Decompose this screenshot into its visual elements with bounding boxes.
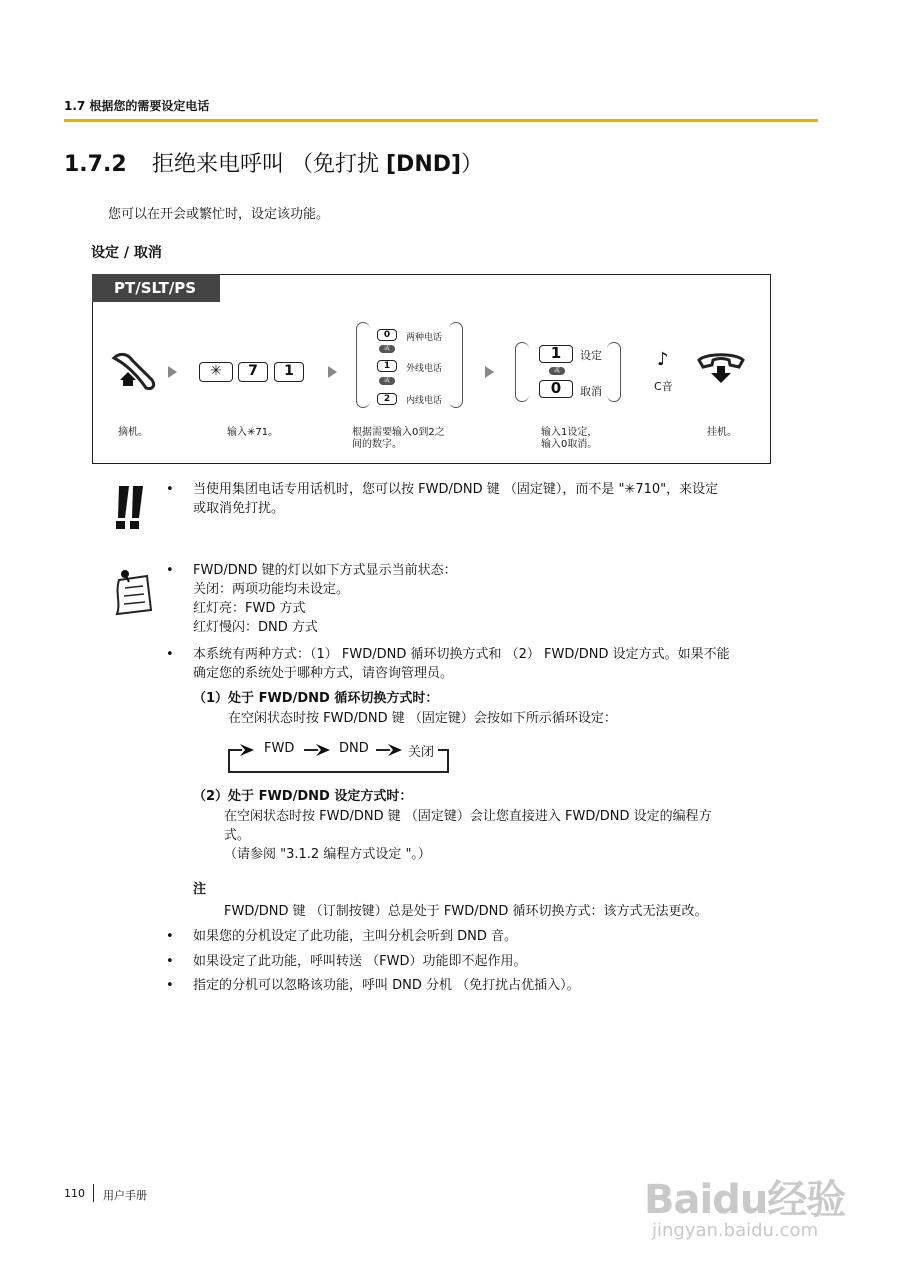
option-label: 外线电话 [406,364,443,374]
mode-1-heading: （1）处于 FWD/DND 循环切换方式时： [193,691,439,706]
or-badge: 或 [379,377,395,385]
brace-right [607,342,621,402]
option-label: 两种电话 [406,333,443,343]
caption-choose: 根据需要输入0到2之 间的数字。 [352,427,445,450]
watermark-url: jingyan.baidu.com [652,1220,819,1241]
option-key-1: 1 [539,345,573,363]
option-key-0: 0 [539,380,573,398]
subheading: 设定 / 取消 [91,245,162,261]
brace-left [356,322,370,408]
note-icon [111,566,155,616]
note-bullet-5: 指定的分机可以忽略该功能，呼叫 DND 分机 （免打扰占优插入）。 [193,978,580,993]
flow-arrow [240,743,254,757]
step-arrow [485,366,494,378]
option-label: 内线电话 [406,396,443,406]
onhook-icon [696,352,746,388]
title-text: 拒绝来电呼叫 （免打扰 [152,152,386,177]
note-bullet-4: 如果设定了此功能，呼叫转送 （FWD）功能即不起作用。 [193,954,527,969]
warning-text: 当使用集团电话专用话机时，您可以按 FWD/DND 键 （固定键），而不是 "✳710"，来设定 或取消免打扰。 [193,482,719,516]
section-label: 1.7 根据您的需要设定电话 [64,99,210,113]
mode-2-desc: 在空闲状态时按 FWD/DND 键 （固定键）会让您直接进入 FWD/DND 设定的编程方 式。 （请参阅 "3.1.2 编程方式设定 "。） [224,809,712,862]
option-key-0: 0 [377,329,397,341]
watermark-logo: Baidu经验 [644,1177,846,1223]
title-number: 1.7.2 [64,152,127,177]
intro-text: 您可以在开会或繁忙时，设定该功能。 [108,207,330,222]
option-key-1: 1 [377,360,397,372]
note-heading: 注 [193,882,207,897]
option-label: 取消 [580,385,602,398]
brace-left [515,342,529,402]
page-title [64,147,483,178]
note-bullet-3: 如果您的分机设定了此功能，主叫分机会听到 DND 音。 [193,929,518,944]
title-bold: [DND] [386,152,462,177]
or-badge: 或 [549,367,565,375]
key-star: ✳ [199,362,233,382]
tone-label: C音 [654,380,673,393]
note-bullet-2: 本系统有两种方式：（1） FWD/DND 循环切换方式和 （2） FWD/DND 设定方式。如果不能 确定您的系统处于哪种方式，请咨询管理员。 [193,647,730,681]
step-arrow [328,366,337,378]
title-end: ） [461,152,484,177]
caption-enter: 输入✳71。 [227,427,279,438]
flow-arrow [388,743,402,757]
note-bullet-1: FWD/DND 键的灯以如下方式显示当前状态： 关闭：两项功能均未设定。 红灯亮：FWD 方式 红灯慢闪：DND 方式 [193,563,457,635]
mode-1-desc: 在空闲状态时按 FWD/DND 键 （固定键）会按如下所示循环设定： [228,711,617,726]
caption-offhook: 摘机。 [118,427,148,438]
footer-divider [93,1184,94,1202]
mode-2-heading: （2）处于 FWD/DND 设定方式时： [193,789,413,804]
cycle-fwd: FWD [264,741,295,756]
procedure-tab: PT/SLT/PS [92,274,220,302]
caption-set: 输入1设定， 输入0取消。 [541,427,598,450]
cycle-off: 关闭 [408,745,435,760]
header-rule [64,119,818,122]
brace-right [449,322,463,408]
tone-icon: ♪ [657,349,669,370]
key-1: 1 [274,362,304,382]
note-text: FWD/DND 键 （订制按键）总是处于 FWD/DND 循环切换方式：该方式无法更改。 [224,904,708,919]
or-badge: 或 [379,345,395,353]
option-label: 设定 [580,349,602,362]
cycle-dnd: DND [339,741,369,756]
key-7: 7 [238,362,268,382]
option-key-2: 2 [377,393,397,405]
warning-icon [113,484,151,530]
offhook-icon [108,350,160,392]
caption-onhook: 挂机。 [707,427,737,438]
step-arrow [168,366,177,378]
footer-label: 用户手册 [103,1189,147,1202]
page-number: 110 [64,1187,85,1200]
flow-arrow [316,743,330,757]
